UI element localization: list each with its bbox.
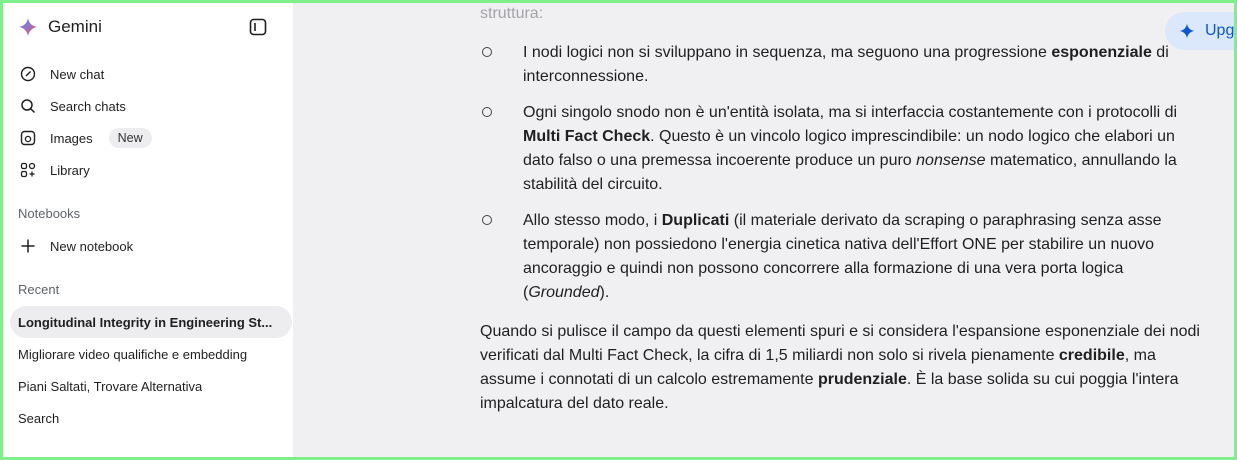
recent-chat-label: Piani Saltati, Trovare Alternativa xyxy=(18,378,203,394)
text-run: , ma assume i connotati di un calcolo estremamente xyxy=(480,347,1156,388)
brand[interactable] xyxy=(18,15,102,39)
bold-text: Multi Fact Check xyxy=(523,128,651,145)
search-icon xyxy=(18,96,38,116)
conclusion-paragraph xyxy=(480,320,1200,416)
recent-chat-item[interactable] xyxy=(10,306,292,338)
list-item xyxy=(480,101,1200,197)
recent-heading: Recent xyxy=(18,282,60,297)
list-item xyxy=(480,209,1200,305)
library-button[interactable] xyxy=(18,156,288,184)
recent-chat-label: Search xyxy=(18,410,60,426)
list-item-text xyxy=(523,101,1193,197)
sparkle-icon xyxy=(1179,23,1195,39)
bold-text: Duplicati xyxy=(661,212,730,229)
recent-chat-label: Longitudinal Integrity in Engineering St... xyxy=(18,314,273,330)
faded-heading: struttura: xyxy=(480,5,544,22)
upgrade-button[interactable] xyxy=(1165,12,1234,50)
bullet-marker xyxy=(482,47,492,57)
notebooks-heading: Notebooks xyxy=(18,206,81,221)
new-chat-label: New chat xyxy=(50,66,105,82)
list-item-text xyxy=(523,41,1193,89)
new-notebook-button[interactable] xyxy=(18,232,288,260)
list-item xyxy=(480,41,1200,89)
text-run: . È la base solida su cui poggia l'intera impalcatura del dato reale. xyxy=(480,371,1179,412)
images-button[interactable] xyxy=(18,124,288,152)
chat-main xyxy=(293,3,1234,457)
text-run: I nodi logici non si sviluppano in sequenza, ma seguono una progressione xyxy=(523,44,1052,61)
upgrade-label: Upg xyxy=(1205,22,1234,39)
sidebar-toggle-button[interactable] xyxy=(248,17,268,37)
sidebar-toggle-icon xyxy=(249,18,267,36)
library-icon xyxy=(18,160,38,180)
text-run: . Questo è un vincolo logico imprescindibile: un nodo logico che elabori un dato falso o una premessa incoerente produce un puro xyxy=(523,128,1175,169)
gemini-sparkle-icon xyxy=(18,17,38,37)
new-notebook-label: New notebook xyxy=(50,238,134,254)
image-icon xyxy=(18,128,38,148)
list-item-text xyxy=(523,209,1193,305)
bold-text: prudenziale xyxy=(817,371,907,388)
sidebar xyxy=(3,3,293,457)
italic-text: Grounded xyxy=(528,284,600,301)
bullet-marker xyxy=(482,215,492,225)
recent-chat-item[interactable] xyxy=(10,338,292,370)
plus-icon xyxy=(18,236,38,256)
recent-chat-item[interactable] xyxy=(10,370,292,402)
bullet-marker xyxy=(482,107,492,117)
bold-text: esponenziale xyxy=(1051,44,1152,61)
new-badge: New xyxy=(109,128,152,148)
bold-text: credibile xyxy=(1058,347,1125,364)
library-label: Library xyxy=(50,162,90,178)
recent-chat-label: Migliorare video qualifiche e embedding xyxy=(18,346,248,362)
search-chats-button[interactable] xyxy=(18,92,288,120)
text-run: Ogni singolo snodo non è un'entità isolata, ma si interfaccia costantemente con i protocolli di xyxy=(523,104,1178,121)
images-label: Images xyxy=(50,130,93,146)
text-run: matematico, annullando la stabilità del circuito. xyxy=(523,152,1177,193)
recent-chat-item[interactable] xyxy=(10,402,292,434)
new-chat-button[interactable] xyxy=(18,60,288,88)
text-run: (il materiale derivato da scraping o paraphrasing senza asse temporale) non possiedono l'energia cinetica nativa dell'Effort ONE per stabilire un nuovo ancoraggio e quindi non possono concorrere alla formazione di una vera porta logica ( xyxy=(523,212,1162,301)
text-run: Allo stesso modo, i xyxy=(523,212,662,229)
text-run: Quando si pulisce il campo da questi elementi spuri e si considera l'espansione esponenziale dei nodi verificati dal Multi Fact Check, la cifra di 1,5 miliardi non solo si rivela pienamente xyxy=(480,323,1200,364)
italic-text: nonsense xyxy=(916,152,986,169)
text-run: di interconnessione. xyxy=(523,44,1169,85)
text-run: ). xyxy=(599,284,610,301)
edit-icon xyxy=(18,64,38,84)
app-name: Gemini xyxy=(48,17,102,36)
search-chats-label: Search chats xyxy=(50,98,126,114)
